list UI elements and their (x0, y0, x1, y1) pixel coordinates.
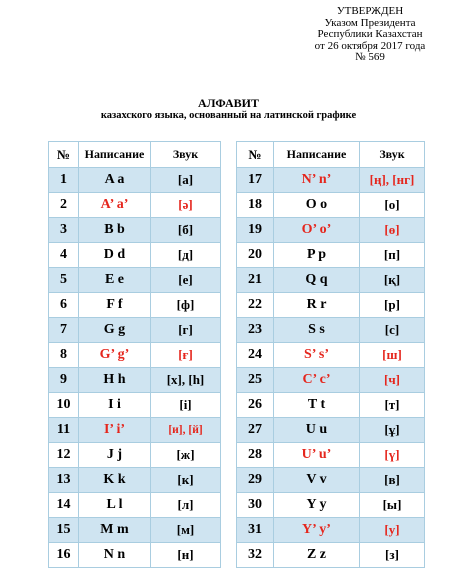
letter-sound: [у] (360, 518, 425, 543)
approval-line: Указом Президента (324, 16, 416, 29)
letter-sound: [ф] (151, 293, 221, 318)
letter-spelling: B b (79, 218, 151, 243)
table-row (49, 343, 221, 368)
table-row (49, 318, 221, 343)
table-row (49, 168, 221, 193)
letter-spelling: S s (274, 318, 360, 343)
letter-spelling: O o (274, 193, 360, 218)
letter-sound: [ұ] (360, 418, 425, 443)
letter-number: 11 (49, 418, 79, 443)
table-row (237, 368, 425, 393)
table-row (237, 218, 425, 243)
letter-sound: [б] (151, 218, 221, 243)
letter-spelling: L l (79, 493, 151, 518)
table-row (49, 243, 221, 268)
letter-spelling: J j (79, 443, 151, 468)
letter-number: 32 (237, 543, 274, 568)
letter-spelling: N’ n’ (274, 168, 360, 193)
letter-sound: [л] (151, 493, 221, 518)
letter-sound: [м] (151, 518, 221, 543)
table-row (49, 518, 221, 543)
letter-sound: [ң], [нг] (360, 168, 425, 193)
letter-spelling: C’ c’ (274, 368, 360, 393)
approval-block (284, 6, 456, 64)
table-row (237, 493, 425, 518)
letter-number: 31 (237, 518, 274, 543)
letter-number: 6 (49, 293, 79, 318)
letter-spelling: P p (274, 243, 360, 268)
letter-spelling: I’ i’ (79, 418, 151, 443)
letter-number: 7 (49, 318, 79, 343)
letter-spelling: V v (274, 468, 360, 493)
table-row (237, 293, 425, 318)
letter-sound: [в] (360, 468, 425, 493)
letter-number: 25 (237, 368, 274, 393)
letter-number: 17 (237, 168, 274, 193)
table-row (49, 418, 221, 443)
letter-number: 9 (49, 368, 79, 393)
document-subtitle: казахского языка, основанный на латинской графике (100, 110, 357, 121)
table-row (237, 543, 425, 568)
letter-spelling: N n (79, 543, 151, 568)
table-row (237, 518, 425, 543)
table-row (237, 443, 425, 468)
letter-number: 2 (49, 193, 79, 218)
letter-spelling: T t (274, 393, 360, 418)
table-row (237, 318, 425, 343)
letter-spelling: G g (79, 318, 151, 343)
letter-spelling: E e (79, 268, 151, 293)
table-row (49, 393, 221, 418)
letter-number: 1 (49, 168, 79, 193)
letter-sound: [а] (151, 168, 221, 193)
letter-number: 24 (237, 343, 274, 368)
table-row (49, 218, 221, 243)
letter-number: 13 (49, 468, 79, 493)
letter-sound: [ә] (151, 193, 221, 218)
letter-number: 26 (237, 393, 274, 418)
letter-spelling: D d (79, 243, 151, 268)
letter-number: 28 (237, 443, 274, 468)
table-row (237, 393, 425, 418)
table-row (49, 268, 221, 293)
letter-number: 10 (49, 393, 79, 418)
letter-spelling: Y’ y’ (274, 518, 360, 543)
letter-sound: [ш] (360, 343, 425, 368)
letter-number: 8 (49, 343, 79, 368)
table-row (237, 243, 425, 268)
letter-sound: [қ] (360, 268, 425, 293)
letter-sound: [н] (151, 543, 221, 568)
letter-number: 27 (237, 418, 274, 443)
letter-number: 18 (237, 193, 274, 218)
letter-sound: [г] (151, 318, 221, 343)
letter-number: 3 (49, 218, 79, 243)
letter-sound: [з] (360, 543, 425, 568)
letter-sound: [и], [й] (151, 418, 221, 443)
letter-number: 14 (49, 493, 79, 518)
letter-spelling: Z z (274, 543, 360, 568)
letter-spelling: R r (274, 293, 360, 318)
table-row (237, 468, 425, 493)
letter-spelling: A’ a’ (79, 193, 151, 218)
letter-number: 4 (49, 243, 79, 268)
letter-number: 23 (237, 318, 274, 343)
header-sound: Звук (151, 142, 221, 168)
table-row (49, 293, 221, 318)
letter-sound: [х], [h] (151, 368, 221, 393)
letter-sound: [д] (151, 243, 221, 268)
approval-line: Республики Казахстан (317, 28, 423, 40)
letter-spelling: Q q (274, 268, 360, 293)
table-row (49, 543, 221, 568)
letter-sound: [с] (360, 318, 425, 343)
letter-spelling: M m (79, 518, 151, 543)
header-spelling: Написание (274, 142, 360, 168)
table-header-row (49, 142, 221, 168)
table-row (237, 268, 425, 293)
letter-sound: [р] (360, 293, 425, 318)
letter-number: 21 (237, 268, 274, 293)
table-row (237, 193, 425, 218)
letter-number: 22 (237, 293, 274, 318)
letter-number: 16 (49, 543, 79, 568)
letter-spelling: G’ g’ (79, 343, 151, 368)
table-row (49, 193, 221, 218)
table-row (237, 343, 425, 368)
letter-number: 12 (49, 443, 79, 468)
letter-number: 5 (49, 268, 79, 293)
letter-sound: [п] (360, 243, 425, 268)
letter-sound: [і] (151, 393, 221, 418)
approval-line: № 569 (355, 51, 385, 63)
header-spelling: Написание (79, 142, 151, 168)
letter-sound: [ғ] (151, 343, 221, 368)
letter-spelling: O’ o’ (274, 218, 360, 243)
table-row (49, 468, 221, 493)
letter-number: 30 (237, 493, 274, 518)
alphabet-table-left (48, 141, 221, 568)
letter-spelling: A a (79, 168, 151, 193)
letter-sound: [ч] (360, 368, 425, 393)
approval-line: УТВЕРЖДЕН (336, 5, 404, 17)
letter-sound: [ө] (360, 218, 425, 243)
letter-spelling: Y y (274, 493, 360, 518)
alphabet-table-right (236, 141, 425, 568)
table-row (237, 168, 425, 193)
letter-spelling: K k (79, 468, 151, 493)
letter-sound: [е] (151, 268, 221, 293)
letter-sound: [ү] (360, 443, 425, 468)
letter-spelling: U’ u’ (274, 443, 360, 468)
letter-spelling: I i (79, 393, 151, 418)
header-number: № (49, 142, 79, 168)
table-row (49, 368, 221, 393)
document-title: АЛФАВИТ (197, 96, 259, 110)
letter-number: 29 (237, 468, 274, 493)
letter-sound: [т] (360, 393, 425, 418)
table-row (49, 493, 221, 518)
approval-line: от 26 октября 2017 года (314, 39, 426, 52)
letter-spelling: S’ s’ (274, 343, 360, 368)
letter-number: 20 (237, 243, 274, 268)
letter-sound: [ы] (360, 493, 425, 518)
letter-number: 19 (237, 218, 274, 243)
header-sound: Звук (360, 142, 425, 168)
table-row (49, 443, 221, 468)
table-header-row (237, 142, 425, 168)
letter-spelling: U u (274, 418, 360, 443)
table-row (237, 418, 425, 443)
letter-sound: [ж] (151, 443, 221, 468)
letter-sound: [о] (360, 193, 425, 218)
letter-spelling: F f (79, 293, 151, 318)
letter-spelling: H h (79, 368, 151, 393)
letter-sound: [к] (151, 468, 221, 493)
header-number: № (237, 142, 274, 168)
letter-number: 15 (49, 518, 79, 543)
